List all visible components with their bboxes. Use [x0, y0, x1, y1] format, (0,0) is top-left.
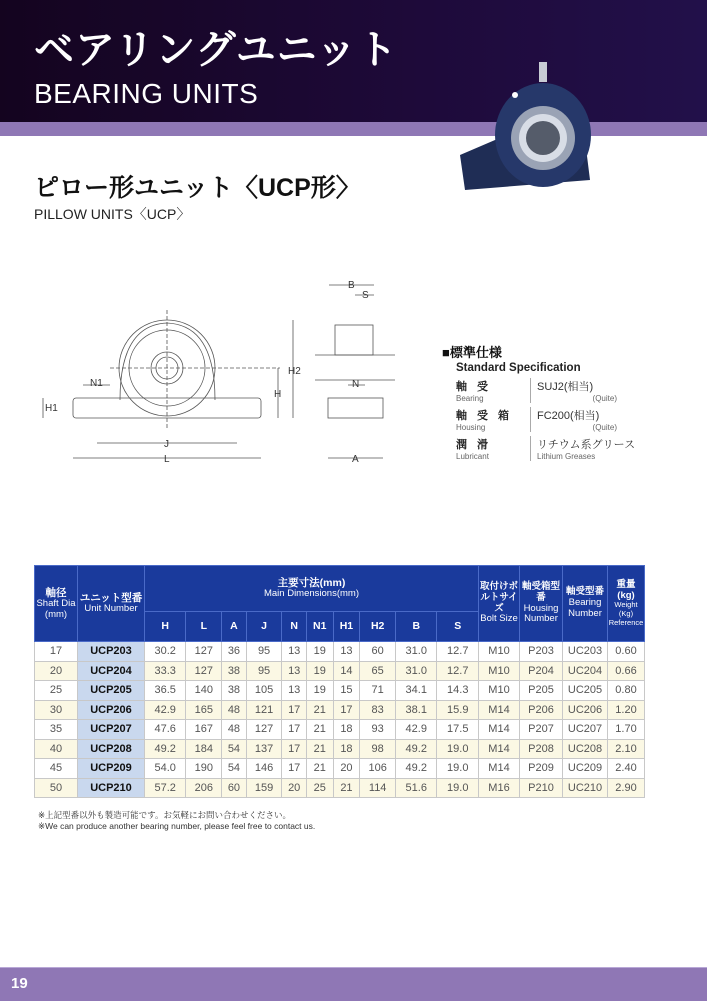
spec-row-lubricant — [456, 436, 642, 461]
page-header — [0, 0, 707, 122]
table-cell: 83 — [360, 700, 396, 720]
table-cell: 13 — [282, 681, 306, 701]
table-cell: 140 — [186, 681, 222, 701]
table-cell: 14 — [333, 661, 360, 681]
unit-number-cell: UCP207 — [78, 720, 145, 740]
svg-text:L: L — [164, 454, 170, 465]
table-cell: P206 — [520, 700, 563, 720]
table-cell: M14 — [479, 739, 520, 759]
header-dim-col: H1 — [333, 612, 360, 642]
standard-specification — [442, 342, 642, 461]
table-cell: 25 — [306, 778, 333, 798]
table-cell: 49.2 — [145, 739, 186, 759]
table-cell: 30 — [35, 700, 78, 720]
table-cell: 98 — [360, 739, 396, 759]
header-dim-col: J — [246, 612, 282, 642]
unit-number-cell: UCP210 — [78, 778, 145, 798]
svg-text:S: S — [362, 290, 369, 301]
table-cell: 17 — [282, 700, 306, 720]
table-row — [35, 720, 645, 740]
table-cell: 54 — [222, 739, 246, 759]
table-cell: 18 — [333, 739, 360, 759]
table-cell: 57.2 — [145, 778, 186, 798]
table-cell: 12.7 — [437, 661, 479, 681]
table-cell: 165 — [186, 700, 222, 720]
table-cell: 127 — [246, 720, 282, 740]
table-cell: 127 — [186, 642, 222, 662]
table-cell: 20 — [35, 661, 78, 681]
table-cell: 1.70 — [608, 720, 645, 740]
table-cell: 42.9 — [145, 700, 186, 720]
table-cell: 14.3 — [437, 681, 479, 701]
table-cell: 34.1 — [396, 681, 437, 701]
table-cell: P205 — [520, 681, 563, 701]
table-cell: M10 — [479, 661, 520, 681]
page-footer — [0, 967, 707, 1001]
table-cell: 17 — [282, 739, 306, 759]
table-cell: 15.9 — [437, 700, 479, 720]
table-cell: 20 — [333, 759, 360, 779]
table-cell: 127 — [186, 661, 222, 681]
technical-drawing — [40, 280, 420, 470]
table-cell: P208 — [520, 739, 563, 759]
table-cell: 95 — [246, 661, 282, 681]
unit-number-cell: UCP204 — [78, 661, 145, 681]
svg-text:J: J — [164, 439, 169, 450]
spec-row-bearing — [456, 378, 642, 403]
table-row — [35, 759, 645, 779]
table-cell: 12.7 — [437, 642, 479, 662]
header-weight: 重量(kg) Weight (Kg) Reference — [608, 566, 645, 642]
table-cell: 65 — [360, 661, 396, 681]
section-title-jp: ピロー形ユニット〈UCP形〉 — [34, 174, 361, 202]
table-cell: 13 — [282, 642, 306, 662]
table-cell: 184 — [186, 739, 222, 759]
table-cell: 42.9 — [396, 720, 437, 740]
table-cell: 38 — [222, 681, 246, 701]
table-cell: P203 — [520, 642, 563, 662]
header-band — [0, 122, 707, 136]
svg-text:N: N — [352, 379, 360, 390]
note-jp: ※上記型番以外も製造可能です。お気軽にお問い合わせください。 — [38, 810, 291, 820]
table-cell: 21 — [306, 720, 333, 740]
dimensions-table — [34, 565, 645, 798]
spec-label-en: Bearing — [456, 394, 484, 403]
table-row — [35, 681, 645, 701]
table-cell: P204 — [520, 661, 563, 681]
spec-value: SUJ2(相当) — [537, 381, 594, 393]
header-unit: ユニット型番 Unit Number — [78, 566, 145, 642]
svg-text:H1: H1 — [45, 403, 58, 414]
header-dim-col: A — [222, 612, 246, 642]
table-cell: 18 — [333, 720, 360, 740]
header-dim-col: S — [437, 612, 479, 642]
table-cell: 21 — [333, 778, 360, 798]
table-cell: 19.0 — [437, 759, 479, 779]
header-shaft: 軸径 Shaft Dia (mm) — [35, 566, 78, 642]
table-cell: 40 — [35, 739, 78, 759]
table-cell: M14 — [479, 759, 520, 779]
spec-note: (Quite) — [592, 394, 617, 403]
unit-number-cell: UCP206 — [78, 700, 145, 720]
spec-note: (Quite) — [592, 423, 617, 432]
header-housing: 軸受箱型番 Housing Number — [520, 566, 563, 642]
svg-text:H2: H2 — [288, 366, 301, 377]
table-cell: UC209 — [563, 759, 608, 779]
table-cell: 167 — [186, 720, 222, 740]
table-cell: 17 — [282, 759, 306, 779]
table-cell: UC208 — [563, 739, 608, 759]
table-cell: 19.0 — [437, 739, 479, 759]
table-cell: 159 — [246, 778, 282, 798]
spec-value: リチウム系グリース — [537, 439, 636, 451]
table-cell: P210 — [520, 778, 563, 798]
table-cell: UC205 — [563, 681, 608, 701]
header-dim-col: H2 — [360, 612, 396, 642]
table-cell: 48 — [222, 720, 246, 740]
table-cell: 0.60 — [608, 642, 645, 662]
table-cell: 36.5 — [145, 681, 186, 701]
footnotes — [38, 810, 315, 833]
table-row — [35, 642, 645, 662]
table-cell: 38.1 — [396, 700, 437, 720]
header-title-en: BEARING UNITS — [34, 78, 259, 109]
svg-text:N1: N1 — [90, 378, 103, 389]
table-cell: 31.0 — [396, 642, 437, 662]
spec-row-housing — [456, 407, 642, 432]
table-cell: 71 — [360, 681, 396, 701]
table-cell: 13 — [282, 661, 306, 681]
table-cell: P207 — [520, 720, 563, 740]
table-cell: 38 — [222, 661, 246, 681]
table-cell: 1.20 — [608, 700, 645, 720]
unit-number-cell: UCP209 — [78, 759, 145, 779]
table-row — [35, 661, 645, 681]
table-cell: 2.40 — [608, 759, 645, 779]
table-row — [35, 700, 645, 720]
header-dim-col: B — [396, 612, 437, 642]
unit-number-cell: UCP208 — [78, 739, 145, 759]
table-cell: 54.0 — [145, 759, 186, 779]
table-cell: 30.2 — [145, 642, 186, 662]
table-cell: 17 — [282, 720, 306, 740]
spec-label-en: Housing — [456, 423, 486, 432]
table-cell: P209 — [520, 759, 563, 779]
table-cell: 95 — [246, 642, 282, 662]
table-cell: 2.10 — [608, 739, 645, 759]
table-cell: 17 — [333, 700, 360, 720]
table-cell: M10 — [479, 642, 520, 662]
table-cell: 19.0 — [437, 778, 479, 798]
table-row — [35, 739, 645, 759]
table-cell: UC207 — [563, 720, 608, 740]
table-cell: 48 — [222, 700, 246, 720]
header-dim-col: L — [186, 612, 222, 642]
table-cell: 35 — [35, 720, 78, 740]
table-cell: UC206 — [563, 700, 608, 720]
table-cell: 21 — [306, 739, 333, 759]
page-number: 19 — [11, 975, 28, 992]
table-cell: 31.0 — [396, 661, 437, 681]
table-cell: 0.80 — [608, 681, 645, 701]
table-cell: 106 — [360, 759, 396, 779]
spec-note: Lithium Greases — [537, 452, 596, 461]
header-bearing: 軸受型番 Bearing Number — [563, 566, 608, 642]
spec-title-jp: ■標準仕様 — [442, 345, 502, 360]
header-dim-col: N1 — [306, 612, 333, 642]
table-cell: 51.6 — [396, 778, 437, 798]
table-cell: 60 — [360, 642, 396, 662]
header-main-dimensions: 主要寸法(mm) Main Dimensions(mm) — [145, 566, 479, 612]
svg-text:H: H — [274, 389, 282, 400]
section-title-en: PILLOW UNITS〈UCP〉 — [34, 206, 191, 222]
table-cell: 17.5 — [437, 720, 479, 740]
table-cell: M10 — [479, 681, 520, 701]
table-cell: 33.3 — [145, 661, 186, 681]
table-cell: M14 — [479, 720, 520, 740]
table-cell: 19 — [306, 681, 333, 701]
table-cell: UC204 — [563, 661, 608, 681]
table-cell: 50 — [35, 778, 78, 798]
table-cell: 114 — [360, 778, 396, 798]
table-cell: 17 — [35, 642, 78, 662]
spec-label-jp: 軸受 — [456, 381, 498, 393]
spec-label-jp: 軸受箱 — [456, 410, 519, 422]
note-en: ※We can produce another bearing number, please feel free to contact us. — [38, 821, 316, 832]
table-cell: UC203 — [563, 642, 608, 662]
table-cell: 49.2 — [396, 739, 437, 759]
table-body — [35, 642, 645, 798]
spec-label-jp: 潤滑 — [456, 439, 498, 451]
table-cell: 60 — [222, 778, 246, 798]
spec-label-en: Lubricant — [456, 452, 489, 461]
table-cell: M16 — [479, 778, 520, 798]
table-cell: 36 — [222, 642, 246, 662]
table-cell: 2.90 — [608, 778, 645, 798]
header-dim-col: N — [282, 612, 306, 642]
table-cell: 206 — [186, 778, 222, 798]
spec-value: FC200(相当) — [537, 410, 600, 422]
table-cell: 105 — [246, 681, 282, 701]
table-cell: 190 — [186, 759, 222, 779]
header-bolt: 取付けボルトサイズ Bolt Size — [479, 566, 520, 642]
svg-text:B: B — [348, 280, 355, 291]
table-cell: 19 — [306, 642, 333, 662]
table-cell: 20 — [282, 778, 306, 798]
table-cell: M14 — [479, 700, 520, 720]
table-cell: 19 — [306, 661, 333, 681]
table-cell: 21 — [306, 700, 333, 720]
header-title-jp: ベアリングユニット — [34, 28, 399, 72]
table-cell: 93 — [360, 720, 396, 740]
table-cell: UC210 — [563, 778, 608, 798]
table-cell: 13 — [333, 642, 360, 662]
table-cell: 49.2 — [396, 759, 437, 779]
header-dim-col: H — [145, 612, 186, 642]
table-cell: 0.66 — [608, 661, 645, 681]
table-cell: 21 — [306, 759, 333, 779]
unit-number-cell: UCP203 — [78, 642, 145, 662]
spec-title-en: Standard Specification — [456, 362, 581, 374]
svg-text:A: A — [352, 454, 359, 465]
table-cell: 137 — [246, 739, 282, 759]
table-cell: 121 — [246, 700, 282, 720]
pillow-block-photo — [455, 60, 595, 200]
table-cell: 45 — [35, 759, 78, 779]
table-cell: 15 — [333, 681, 360, 701]
table-row — [35, 778, 645, 798]
table-cell: 146 — [246, 759, 282, 779]
table-cell: 54 — [222, 759, 246, 779]
unit-number-cell: UCP205 — [78, 681, 145, 701]
table-cell: 47.6 — [145, 720, 186, 740]
table-cell: 25 — [35, 681, 78, 701]
